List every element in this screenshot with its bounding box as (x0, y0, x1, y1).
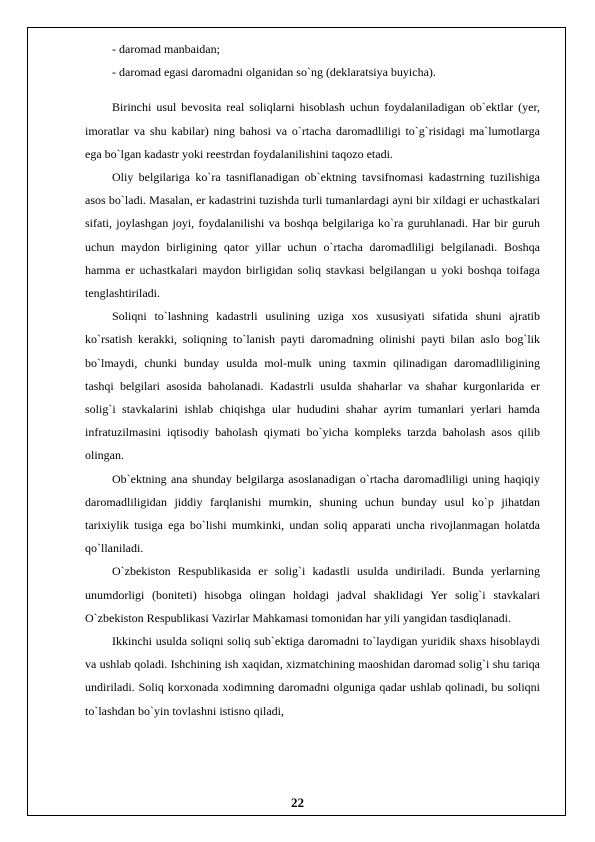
paragraph: Birinchi usul bevosita real soliqlarni hisoblash uchun foydalaniladigan ob`ektlar (yer, imoratlar va shu kabilar) ning bahosi va o`rtacha daromadliligi to`g`risidagi ma`lumotlarga ega bo`lgan kadastr yoki reestrdan foydalanilishini taqozo etadi. (85, 100, 540, 161)
paragraph: Oliy belgilariga ko`ra tasniflanadigan ob`ektning tavsifnomasi kadastrning tuzilishiga asos bo`ladi. Masalan, er kadastrini tuzishda turli tumanlardagi ayni bir xildagi er uchastkalari sifati, joylashgan joyi, foydalanilishi va boshqa belgilariga ko`ra guruhlanadi. Har bir guruh uchun maydon birligining qator yillar uchun o`rtacha daromadliligi belgilanadi. Boshqa hamma er uchastkalari maydon birligidan soliq stavkasi belgilangan u yoki boshqa toifaga tenglashtiriladi. (85, 170, 540, 301)
page-number: 22 (291, 795, 304, 810)
paragraph: Ob`ektning ana shunday belgilarga asoslanadigan o`rtacha daromadliligi uning haqiqiy daromadliligidan jiddiy farqlanishi mumkin, shuning uchun bunday usul ko`p jihatdan tarixiylik tusiga ega bo`lishi mumkinki, undan soliq apparati uncha rivojlanmagan holatda qo`llaniladi. (85, 471, 540, 556)
paragraph-gap (85, 84, 540, 96)
paragraph: O`zbekiston Respublikasida er solig`i kadastli usulda undiriladi. Bunda yerlarning unumdorligi (boniteti) hisobga olingan holdagi jadval shaklidagi Yer solig`i stavkalari O`zbekiston Respublikasi Vazirlar Mahkamasi tomonidan har yili yangidan tasdiqlanadi. (85, 564, 540, 625)
list-item: - daromad egasi daromadni olganidan so`ng (deklaratsiya buyicha). (112, 65, 436, 80)
paragraph: Soliqni to`lashning kadastrli usulining uziga xos xususiyati sifatida shuni ajratib ko`rsatish kerakki, soliqning to`lanish payti daromadning olinishi payti bilan aslo bog`lik bo`lmaydi, chunki bunday usulda mol-mulk uning taxmin qilinadigan daromadliligining tashqi belgilari asosida baholanadi. Kadastrli usulda shaharlar va shahar kurgonlarida er solig`i stavkalarini ishlab chiqishga ular hududini shahar ayrim tumanlari yerlari hamda infratuzilmasini iqtisodiy baholash qiymati bo`yicha kompleks tarzda baholash asos qilib olingan. (85, 309, 540, 463)
paragraph: Ikkinchi usulda soliqni soliq sub`ektiga daromadni to`laydigan yuridik shaxs hisoblaydi va ushlab qoladi. Ishchining ish xaqidan, xizmatchining maoshidan daromad solig`i shu tariqa undiriladi. Soliq korxonada xodimning daromadni olguniga qadar ushlab qolinadi, bu soliqni to`lashdan bo`yin tovlashni istisno qiladi, (85, 634, 540, 718)
list-item: - daromad manbaidan; (112, 42, 220, 56)
document-body (85, 38, 540, 723)
